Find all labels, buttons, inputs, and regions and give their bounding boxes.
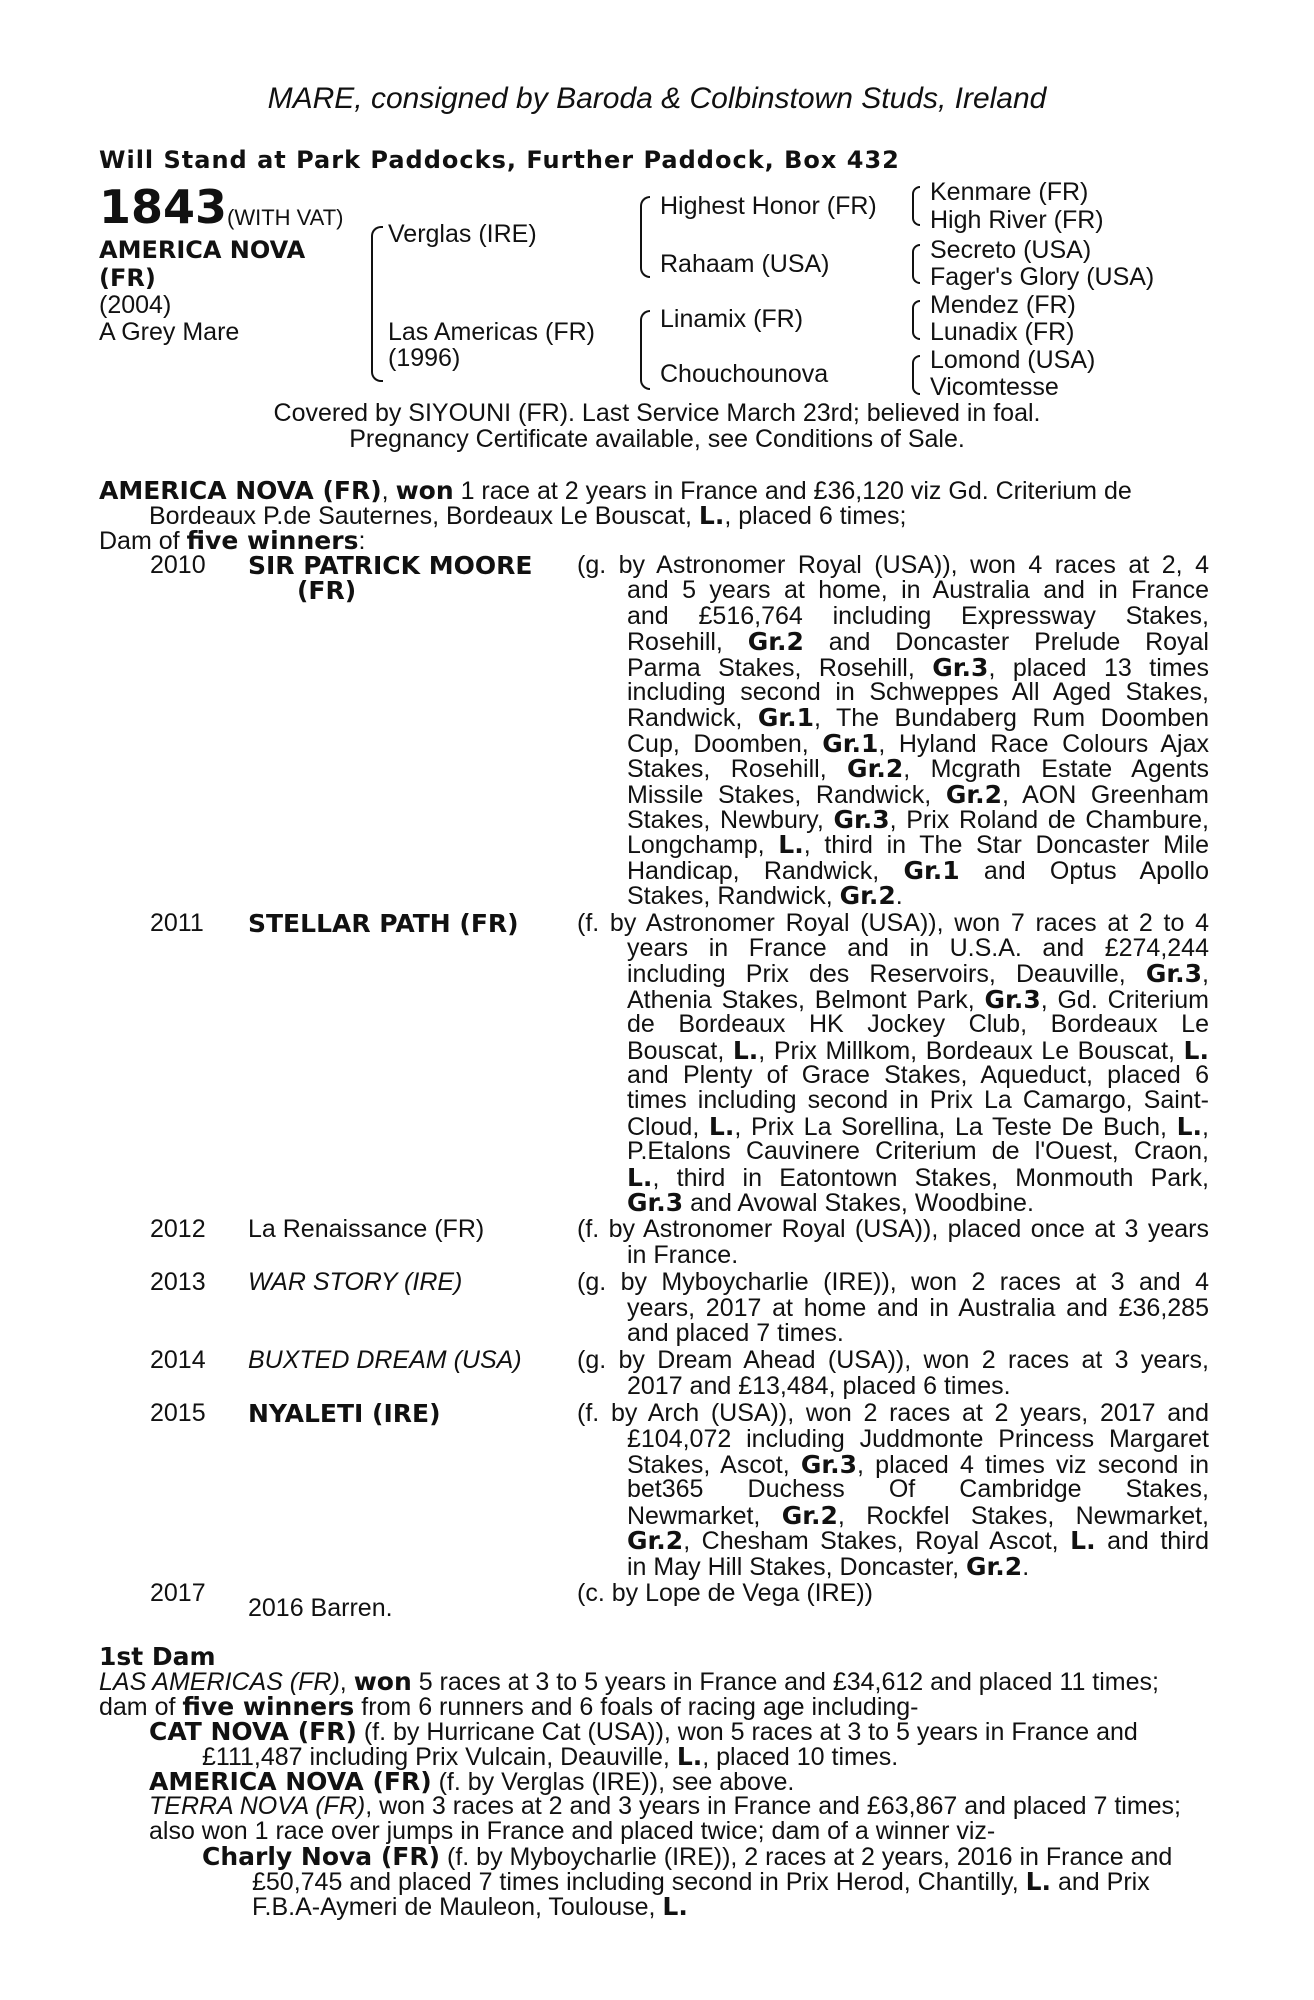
pedigree-brace-dam	[640, 310, 650, 390]
produce-detail-line: and £516,764 including Expressway Stakes,	[627, 601, 1209, 630]
produce-detail-line: years, 2017 at home and in Australia and £36,285	[627, 1293, 1209, 1322]
produce-name: NYALETI (IRE)	[248, 1399, 441, 1429]
produce-detail-line: L., third in Eatontown Stakes, Monmouth Park,	[627, 1162, 1209, 1192]
pregnancy-line: Pregnancy Certificate available, see Conditions of Sale.	[349, 425, 965, 453]
produce-detail-line: Athenia Stakes, Belmont Park, Gr.3, Gd. Criterium	[627, 984, 1209, 1014]
colon: :	[358, 527, 366, 555]
produce-detail-line: (g. by Astronomer Royal (USA)), won 4 races at 2, 4	[577, 551, 1209, 579]
charly-nova-text: (f. by Myboycharlie (IRE)), 2 races at 2 years, 2016 in France and	[440, 1843, 1173, 1871]
produce-name: La Renaissance (FR)	[248, 1215, 485, 1244]
pedigree-dam: Las Americas (FR)	[388, 318, 595, 346]
intro-listed: L.	[698, 501, 725, 530]
lot-year: (2004)	[99, 291, 172, 319]
produce-name: SIR PATRICK MOORE	[248, 551, 533, 580]
produce-detail-line: Cloud, L., Prix La Sorellina, La Teste De Buch, L.,	[627, 1111, 1209, 1141]
produce-detail-line: Missile Stakes, Randwick, Gr.2, AON Greenham	[627, 779, 1209, 809]
pedigree-sss: Kenmare (FR)	[930, 178, 1089, 206]
produce-detail-line: £104,072 including Juddmonte Princess Margaret	[627, 1424, 1209, 1453]
pedigree-dam-year: (1996)	[388, 344, 461, 372]
intro-line-1-text: 1 race at 2 years in France and £36,120 viz Gd. Criterium de	[453, 477, 1132, 505]
first-dam-won: won	[353, 1667, 412, 1696]
consignment-header: MARE, consigned by Baroda & Colbinstown Studs, Ireland	[267, 82, 1047, 115]
lot-description: A Grey Mare	[99, 318, 240, 346]
first-dam-heading: 1st Dam	[99, 1642, 216, 1671]
produce-detail-line: P.Etalons Cauvinere Criterium de l'Ouest, Craon,	[627, 1137, 1209, 1166]
terra-nova-line-2: also won 1 race over jumps in France and placed twice; dam of a winner viz-	[149, 1817, 996, 1845]
pedigree-ddd: Vicomtesse	[930, 373, 1059, 401]
produce-detail-line: and 5 years at home, in Australia and in France	[627, 576, 1209, 605]
produce-year: 2013	[150, 1268, 206, 1297]
intro-won: won	[395, 476, 454, 505]
cat-nova-text: (f. by Hurricane Cat (USA)), won 5 races at 3 to 5 years in France and	[356, 1718, 1138, 1746]
produce-year: 2017	[150, 1579, 206, 1607]
pedigree-brace-sire	[640, 196, 650, 278]
pedigree-brace-6	[912, 355, 920, 395]
intro-line-1: AMERICA NOVA (FR), won 1 race at 2 years in France and £36,120 viz Gd. Criterium de	[99, 476, 1132, 505]
produce-year: 2014	[150, 1346, 206, 1375]
america-nova-name: AMERICA NOVA (FR)	[149, 1767, 432, 1796]
produce-name-country: (FR)	[297, 576, 357, 606]
produce-detail-line: de Bordeaux HK Jockey Club, Bordeaux Le	[627, 1010, 1209, 1039]
pedigree-sds: Secreto (USA)	[930, 236, 1092, 264]
produce-detail-line: including second in Schweppes All Aged Stakes,	[627, 678, 1209, 706]
produce-detail-line: Stakes, Newbury, Gr.3, Prix Roland de Chambure,	[627, 805, 1209, 834]
produce-detail-line: (f. by Astronomer Royal (USA)), won 7 races at 2 to 4	[577, 908, 1209, 937]
america-nova-text: (f. by Verglas (IRE)), see above.	[431, 1768, 795, 1796]
lot-name-country: (FR)	[99, 264, 156, 292]
produce-detail-line: (f. by Arch (USA)), won 2 races at 2 years, 2017 and	[577, 1399, 1209, 1428]
produce-name: BUXTED DREAM (USA)	[248, 1346, 522, 1375]
five-winners: five winners	[186, 526, 359, 555]
barren-note: 2016 Barren.	[248, 1594, 393, 1622]
produce-detail-line: Stakes, Rosehill, Gr.2, Mcgrath Estate Agents	[627, 754, 1210, 784]
pedigree-ssd: High River (FR)	[930, 206, 1104, 234]
produce-detail-line: and Plenty of Grace Stakes, Aqueduct, placed 6	[627, 1061, 1209, 1089]
produce-year: 2012	[150, 1215, 206, 1244]
charly-nova-line-3-text: F.B.A-Aymeri de Mauleon, Toulouse,	[252, 1893, 663, 1921]
produce-detail-line: Randwick, Gr.1, The Bundaberg Rum Doomben	[627, 703, 1210, 733]
produce-name: STELLAR PATH (FR)	[248, 908, 519, 938]
first-dam-line-1-text: 5 races at 3 to 5 years in France and £34,612 and placed 11 times;	[411, 1668, 1159, 1696]
charly-nova-name: Charly Nova (FR)	[202, 1842, 441, 1871]
cat-nova-line-1	[149, 1719, 1138, 1745]
produce-detail-line: Newmarket, Gr.2, Rockfel Stakes, Newmarket,	[627, 1500, 1209, 1530]
pedigree-dsd: Lunadix (FR)	[930, 318, 1075, 346]
pedigree-sire: Verglas (IRE)	[388, 220, 537, 248]
charly-nova-listed: L.	[1025, 1867, 1052, 1896]
produce-year: 2010	[150, 551, 206, 579]
produce-detail-line: (f. by Astronomer Royal (USA)), placed once at 3 years	[577, 1215, 1209, 1244]
produce-detail-line: 2017 and £13,484, placed 6 times.	[627, 1371, 1011, 1400]
produce-detail-line: times including second in Prix La Camargo, Saint-	[627, 1086, 1209, 1115]
pedigree-sire-dam: Rahaam (USA)	[660, 250, 830, 278]
charly-nova-line-2-end: and Prix	[1051, 1868, 1150, 1896]
lot-name: AMERICA NOVA	[99, 236, 306, 264]
vat-note: (WITH VAT)	[227, 205, 344, 230]
produce-detail-line: Gr.3 and Avowal Stakes, Woodbine.	[627, 1188, 1034, 1217]
covered-line: Covered by SIYOUNI (FR). Last Service March 23rd; believed in foal.	[273, 399, 1041, 427]
cat-nova-listed: L.	[676, 1742, 703, 1771]
pedigree-dds: Lomond (USA)	[930, 346, 1096, 374]
charly-nova-line-2	[252, 1869, 1150, 1895]
produce-detail-line: (g. by Myboycharlie (IRE)), won 2 races at 3 and 4	[577, 1268, 1209, 1297]
first-dam-five-winners: five winners	[182, 1692, 355, 1721]
produce-detail-line: bet365 Duchess Of Cambridge Stakes,	[627, 1475, 1209, 1504]
produce-detail-line: Cup, Doomben, Gr.1, Hyland Race Colours Ajax	[627, 728, 1210, 758]
pedigree-brace-5	[912, 300, 920, 340]
produce-detail-line: in May Hill Stakes, Doncaster, Gr.2.	[627, 1551, 1030, 1581]
lot-number: 1843	[99, 180, 228, 234]
intro-horse-name: AMERICA NOVA (FR)	[99, 476, 382, 505]
produce-detail-line: in France.	[627, 1240, 739, 1269]
pedigree-dam-sire: Linamix (FR)	[660, 305, 804, 333]
charly-nova-line-2-text: £50,745 and placed 7 times including second in Prix Herod, Chantilly,	[252, 1868, 1026, 1896]
produce-detail-line: (c. by Lope de Vega (IRE))	[577, 1579, 873, 1607]
first-dam-line-2b: from 6 runners and 6 foals of racing age including-	[354, 1693, 919, 1721]
produce-year: 2011	[150, 908, 204, 937]
produce-detail-line: Longchamp, L., third in The Star Doncaster Mile	[627, 830, 1209, 860]
produce-detail-line: Parma Stakes, Rosehill, Gr.3, placed 13 times	[627, 652, 1209, 682]
pedigree-brace-3	[912, 186, 920, 226]
terra-nova-line-1	[149, 1794, 1181, 1819]
produce-detail-line: Gr.2, Chesham Stakes, Royal Ascot, L. and third	[627, 1526, 1209, 1556]
produce-detail-line: including Prix des Reservoirs, Deauville, Gr.3,	[627, 959, 1209, 989]
first-dam-line-1: LAS AMERICAS (FR), won 5 races at 3 to 5 years in France and £34,612 and placed 11 times;	[99, 1667, 1159, 1696]
terra-nova-name: TERRA NOVA (FR)	[149, 1792, 366, 1820]
first-dam-line-2a: dam of	[99, 1693, 183, 1721]
cat-nova-name: CAT NOVA (FR)	[149, 1717, 357, 1746]
terra-nova-text: , won 3 races at 2 and 3 years in France and £63,867 and placed 7 times;	[365, 1792, 1182, 1820]
cat-nova-end: , placed 10 times.	[702, 1743, 899, 1771]
intro-line-2-end: , placed 6 times;	[724, 502, 907, 530]
produce-detail-line: (g. by Dream Ahead (USA)), won 2 races at 3 years,	[577, 1346, 1209, 1375]
pedigree-dam-dam: Chouchounova	[660, 360, 829, 388]
intro-line-2-text: Bordeaux P.de Sauternes, Bordeaux Le Bouscat,	[149, 502, 699, 530]
produce-detail-line: Bouscat, L., Prix Millkom, Bordeaux Le Bouscat, L.	[627, 1035, 1209, 1065]
charly-nova-listed-2: L.	[662, 1892, 688, 1921]
stand-location: Will Stand at Park Paddocks, Further Paddock, Box 432	[99, 146, 900, 174]
dam-of-label: Dam of	[99, 527, 187, 555]
pedigree-dss: Mendez (FR)	[930, 291, 1076, 319]
first-dam-name: LAS AMERICAS (FR)	[99, 1668, 340, 1696]
produce-detail-line: Handicap, Randwick, Gr.1 and Optus Apollo	[627, 855, 1209, 885]
pedigree-brace-main	[371, 226, 383, 382]
produce-detail-line: Stakes, Ascot, Gr.3, placed 4 times viz second in	[627, 1450, 1209, 1479]
pedigree-brace-4	[912, 244, 920, 284]
produce-detail-line: years in France and in U.S.A. and £274,244	[627, 934, 1209, 962]
pedigree-sire-sire: Highest Honor (FR)	[660, 192, 877, 220]
cat-nova-line-2-text: £111,487 including Prix Vulcain, Deauville,	[202, 1743, 677, 1771]
produce-year: 2015	[150, 1399, 206, 1428]
produce-detail-line: and placed 7 times.	[627, 1319, 844, 1347]
produce-name: WAR STORY (IRE)	[248, 1268, 463, 1297]
produce-detail-line: Stakes, Randwick, Gr.2.	[627, 881, 903, 911]
produce-detail-line: Rosehill, Gr.2 and Doncaster Prelude Royal	[627, 627, 1209, 657]
charly-nova-line-3	[252, 1894, 688, 1920]
pedigree-sdd: Fager's Glory (USA)	[930, 263, 1155, 291]
